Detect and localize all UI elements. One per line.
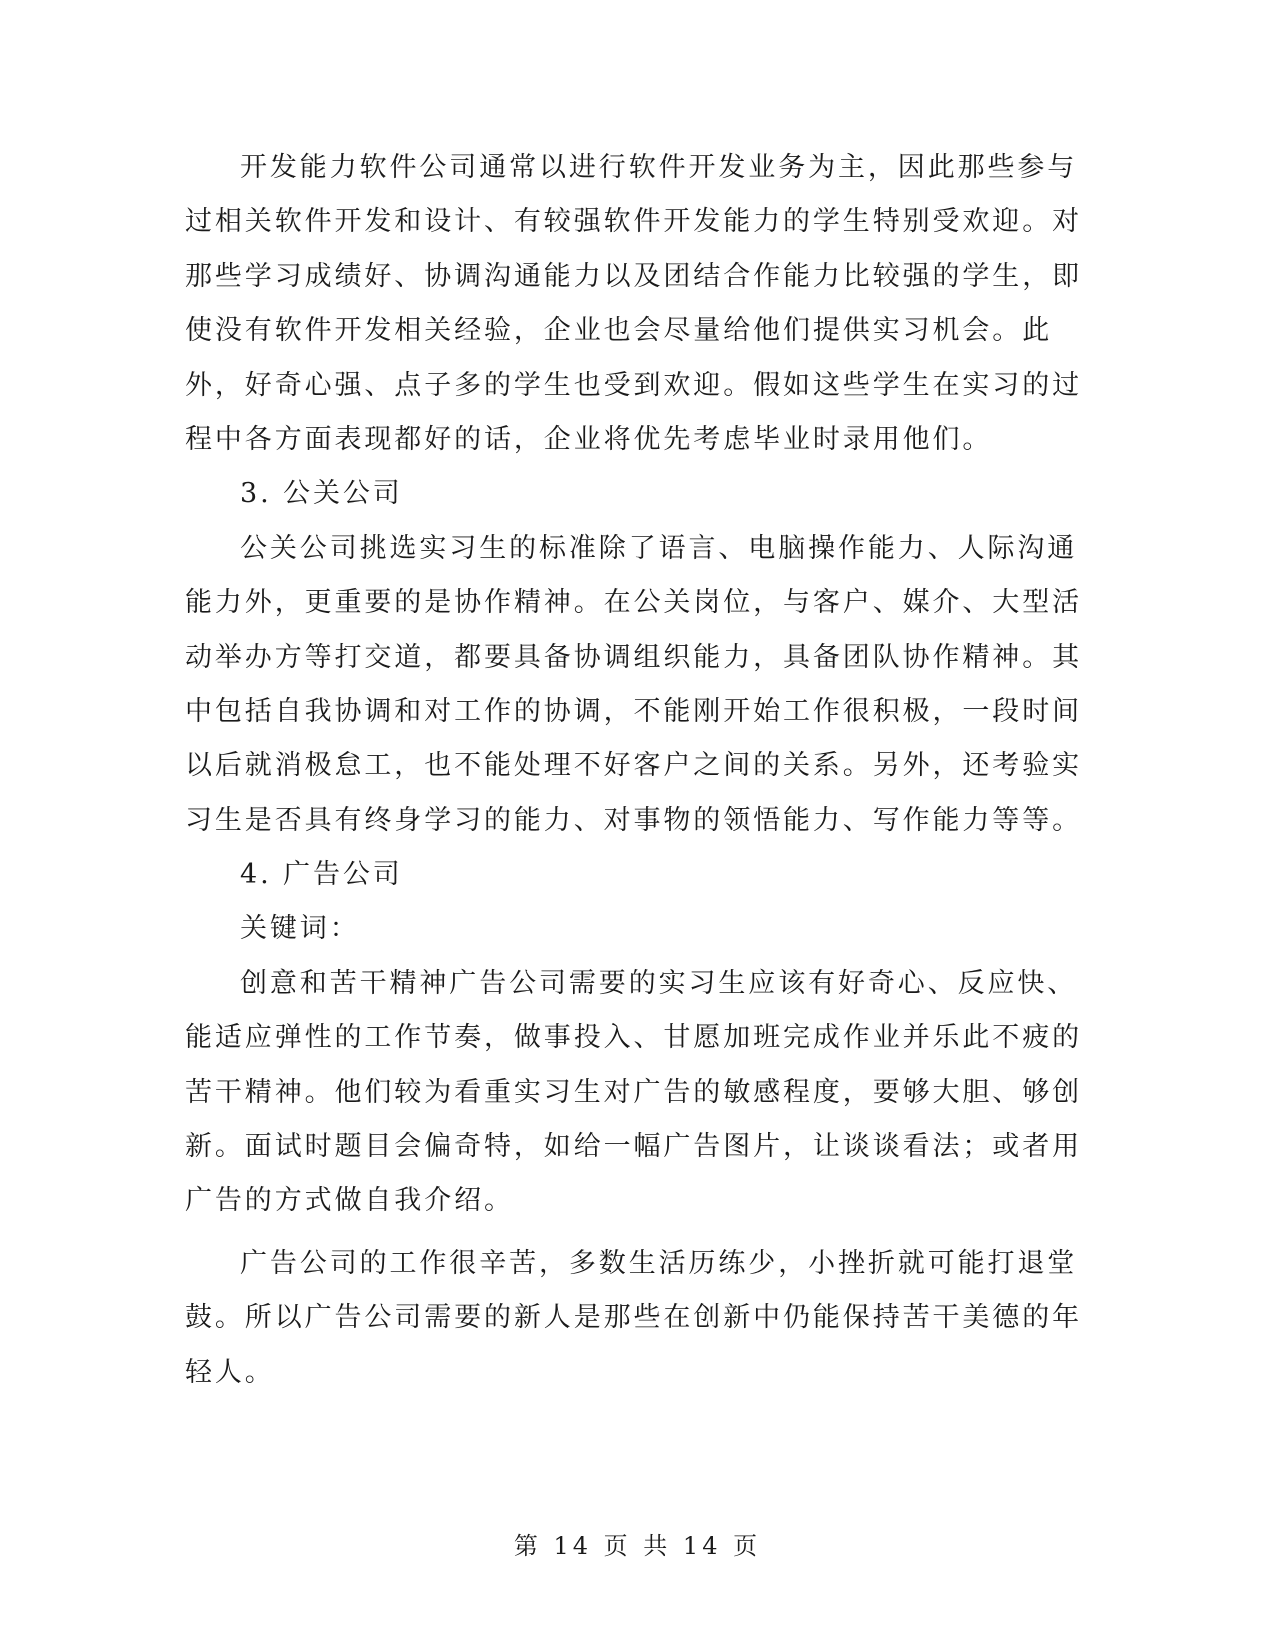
paragraph-line: 习生是否具有终身学习的能力、对事物的领悟能力、写作能力等等。 [185, 804, 1082, 836]
paragraph-line: 新。面试时题目会偏奇特，如给一幅广告图片，让谈谈看法；或者用 [185, 1131, 1082, 1163]
keywords-label: 关键词： [240, 913, 360, 945]
page-number-footer: 第 14 页 共 14 页 [513, 1532, 762, 1560]
paragraph-line: 广告的方式做自我介绍。 [185, 1185, 514, 1217]
section-heading: 4. 广告公司 [240, 859, 403, 891]
paragraph-line: 那些学习成绩好、协调沟通能力以及团结合作能力比较强的学生，即 [185, 260, 1082, 292]
paragraph-line: 中包括自我协调和对工作的协调，不能刚开始工作很积极，一段时间 [185, 695, 1082, 727]
paragraph-line: 苦干精神。他们较为看重实习生对广告的敏感程度，要够大胆、够创 [185, 1076, 1082, 1108]
paragraph-line: 能力外，更重要的是协作精神。在公关岗位，与客户、媒介、大型活 [185, 587, 1082, 619]
paragraph-line: 创意和苦干精神广告公司需要的实习生应该有好奇心、反应快、 [240, 967, 1078, 999]
paragraph-line: 公关公司挑选实习生的标准除了语言、电脑操作能力、人际沟通 [240, 532, 1078, 564]
paragraph-line: 开发能力软件公司通常以进行软件开发业务为主，因此那些参与 [240, 152, 1078, 183]
section-heading: 3. 公关公司 [240, 478, 403, 510]
paragraph-line: 能适应弹性的工作节奏，做事投入、甘愿加班完成作业并乐此不疲的 [185, 1022, 1082, 1054]
paragraph-line: 以后就消极怠工，也不能处理不好客户之间的关系。另外，还考验实 [185, 750, 1082, 782]
paragraph-line: 使没有软件开发相关经验，企业也会尽量给他们提供实习机会。此 [185, 315, 1053, 347]
paragraph-line: 过相关软件开发和设计、有较强软件开发能力的学生特别受欢迎。对 [185, 206, 1082, 238]
paragraph-line: 外，好奇心强、点子多的学生也受到欢迎。假如这些学生在实习的过 [185, 369, 1082, 401]
paragraph-line: 动举办方等打交道，都要具备协调组织能力，具备团队协作精神。其 [185, 641, 1082, 673]
paragraph-line: 鼓。所以广告公司需要的新人是那些在创新中仍能保持苦干美德的年 [185, 1302, 1082, 1334]
paragraph-line: 广告公司的工作很辛苦，多数生活历练少，小挫折就可能打退堂 [240, 1247, 1078, 1279]
paragraph-line: 轻人。 [185, 1356, 275, 1388]
document-body [185, 141, 1082, 1400]
paragraph-line: 程中各方面表现都好的话，企业将优先考虑毕业时录用他们。 [185, 423, 993, 455]
